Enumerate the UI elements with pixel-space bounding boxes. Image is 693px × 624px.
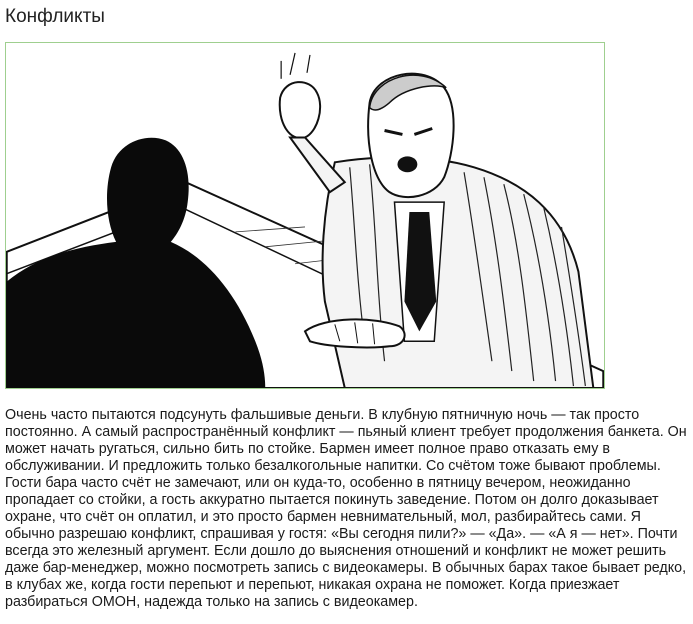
suited-man [280, 53, 594, 388]
illustration-angry-customer-at-bar [5, 42, 605, 389]
article-title: Конфликты [5, 6, 105, 27]
comic-drawing [6, 43, 604, 388]
article-paragraph: Очень часто пытаются подсунуть фальшивые деньги. В клубную пятничную ночь — так просто постоянно. А самый распространённый конфликт — пьяный клиент требует продолжения банкета. Он может начать ругаться, сильно бить по стойке. Бармен имеет полное право отказать ему в обслуживании. И предложить только безалкогольные напитки. Со счётом тоже бывают проблемы. Гости бара часто счёт не замечают, или он куда-то, особенно в пятницу вечером, неожиданно пропадает со стойки, а гость аккуратно пытается покинуть заведение. Потом он долго доказывает охране, что счёт он оплатил, и это просто бармен невнимательный, мол, разбирайтесь сами. Я обычно разрешаю конфликт, спрашивая у гостя: «Вы сегодня пили?» — «Да». — «А я — нет». Почти всегда это железный аргумент. Если дошло до выяснения отношений и конфликт не может решить даже бар-менеджер, можно посмотреть запись с видеокамеры. В обычных барах такое бывает редко, в клубах же, когда гости перепьют и перепьют, никакая охрана не поможет. Когда приезжает разбираться ОМОН, надежда только на запись с видеокамер. [5, 407, 687, 610]
